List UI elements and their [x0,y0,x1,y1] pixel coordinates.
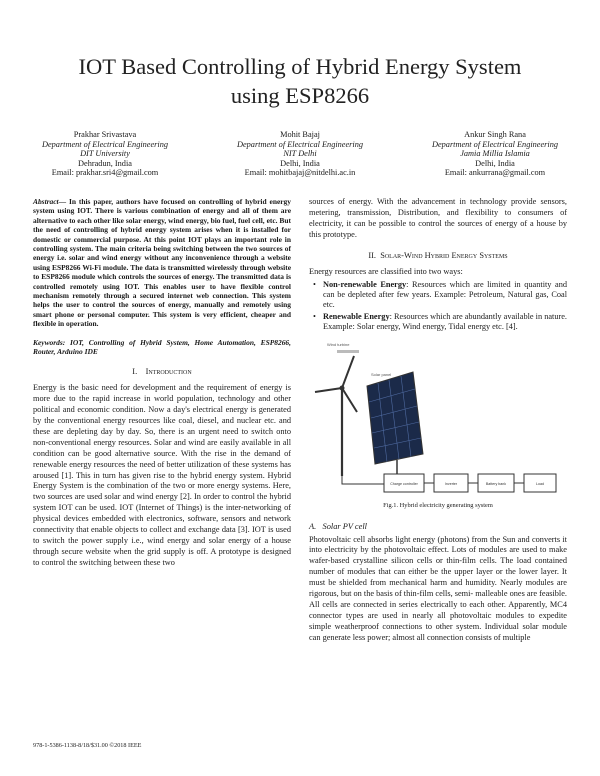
inverter-box [434,474,468,492]
left-column [33,197,291,569]
section-heading-hybrid [309,251,567,261]
paper-title [40,52,560,110]
list-item-text: : Resources which are limited in quantity and can be depleted after few years. Example: Petroleum, Natural gas, Coal etc. [323,280,567,309]
bullet-icon: • [313,312,316,322]
author-inst: Jamia Millia Islamia [460,149,530,159]
solar-panel-label: Solar panel [371,371,392,377]
solar-panel-icon [367,372,423,476]
battery-bank-label: Battery bank [485,481,507,486]
author-email: Email: ankurrana@gmail.com [444,168,546,178]
abstract [33,197,291,329]
abstract-label: Abstract [33,197,59,206]
section-heading-introduction [33,367,291,377]
author-block-3 [405,130,585,178]
paper-title-line-1: IOT Based Controlling of Hybrid Energy System [78,54,522,79]
section-number: I. [132,366,138,376]
author-email: Email: mohitbajaj@nitdelhi.ac.in [244,168,356,178]
author-name: Mohit Bajaj [280,130,320,139]
author-dept: Department of Electrical Engineering [236,139,364,149]
list-item-term: Renewable Energy [323,312,390,322]
section-title: Introduction [145,366,192,376]
load-box [524,474,556,492]
keywords: Keywords: IOT, Controlling of Hybrid System, Home Automation, ESP8266, Router, Arduino IDE [33,337,291,357]
list-item [313,312,568,332]
subsection-number: A. [309,521,317,531]
charge-controller-label: Charge controller [390,481,418,486]
energy-type-list [309,280,567,332]
author-block-1 [20,130,190,178]
author-email: Email: prakhar.sri4@gmail.com [51,168,159,178]
section-number: II. [368,250,376,260]
section-title: Solar-Wind Hybrid Energy Systems [380,250,508,260]
bullet-icon: • [313,280,316,290]
figure-caption: Fig.1. Hybrid electricity generating system [383,501,493,509]
author-name: Ankur Singh Rana [464,130,526,139]
author-dept: Department of Electrical Engineering [41,139,169,149]
list-item [313,280,567,309]
charge-controller-box [384,474,424,492]
introduction-continued: sources of energy. With the advancement in technology provide sensors, metering, transmission, Distribution, and flexibility to consumers of electricity, it can be possible to control the sources of energy of a house by this prototype. [309,197,567,239]
author-dept: Department of Electrical Engineering [431,139,559,149]
load-label: Load [536,481,544,486]
wind-turbine-icon [315,342,359,476]
introduction-text: Energy is the basic need for development and the requirement of energy is more due to the rapid increase in world population, technology and other political and economic condition. Now a day's electrical energy is generated by the conventional energy resources like coal, diesel, and nuclear etc. and these are depleting day by day. So, there is an urgent need to switch onto non-conventional energy resources. Solar and wind are easily available in all condition can be good alternative source. With the rise in the demand of renewable energy resources the need of better utilization of these systems has aroused [1]. This in turn has given rise to the hybrid energy system. Hybrid Energy System is the combination of the two or more energy systems. Here, two sources are used solar and wind energy [2]. In order to control the hybrid system IOT can be used. IOT (Internet of Things) is the inter-networking of physical devices embedded with electronics, software, sensors and network connectivity that enable objects to collect and exchange data [3]. IOT is used to switch the power supply i.e., wind energy and solar energy of a house through secure website when the grid supply is off. A prototype is designed to control the switching between these two [33,383,291,567]
subsection-title: Solar PV cell [322,521,368,531]
copyright-footer: 978-1-5386-1138-8/18/$31.00 ©2018 IEEE [33,742,142,749]
author-inst: DIT University [80,149,130,159]
list-item-text: : Resources which are abundantly available in nature. Example: Solar energy, Wind energy, Tidal energy etc. [4]. [323,312,568,332]
abstract-text: — In this paper, authors have focused on controlling of hybrid energy system using IOT. There is various combination of energy and all of them are alternative to each other like solar energy, wind energy, bio fuel, fuel cell, etc. But the need of controlling of hybrid energy system arises when it is installed for domestic or commercial purpose. At this point IOT plays an important role in controlling system. The main criteria being switching between the two sources of energy i.e. solar and wind energy without any inconvenience through a website using ESP8266 Wi-Fi module. The data is transmitted wirelessly through website to ESP8266 module which controls the sources of energy. The transmitted data is controlled remotely using IOT. This enables user to have flexible control mechanism remotely through a secured internet web connection. This system helps the user to control the sources of energy, manually and remotely using smart phone or personal computer. This system is very efficient, cheaper and flexible in operation. [33,197,291,329]
list-item-term: Non-renewable Energy [323,280,407,290]
solar-pv-text: Photovoltaic cell absorbs light energy (photons) from the Sun and converts it into electricity by the photovoltaic effect. Lots of modules are used to make wafer-based crystalline silicon cells or thin-film cells. The load contained number of modules that can either be the upper layer or the lower layer. It must be shielded from mechanical harm and humidity. Nearly modules are rigorous, but on the basis of thin-film cells, semi- malleable ones are feasible. All cells are connected in series electrically to each other. Apparently, MC4 connector types are used in nearly all photovoltaic modules to expedite simple weatherproof connections to other system. Individual solar module can generate less power; almost all connection consists of multiple [309,534,567,642]
author-name: Prakhar Srivastava [73,130,137,139]
hybrid-system-figure [309,336,567,516]
hybrid-system-diagram [309,336,567,496]
section-lead: Energy resources are classified into two ways: [309,267,463,277]
author-block-2 [210,130,390,178]
author-city: Delhi, India [475,158,515,168]
wind-turbine-label: Wind turbine [327,341,350,347]
battery-bank-box [478,474,514,492]
author-city: Delhi, India [280,158,320,168]
subsection-heading [309,522,567,532]
inverter-label: Inverter [444,481,458,486]
author-inst: NIT Delhi [283,149,317,159]
paper-title-line-2: using ESP8266 [230,83,370,108]
author-city: Dehradun, India [78,158,132,168]
right-column [309,197,567,644]
